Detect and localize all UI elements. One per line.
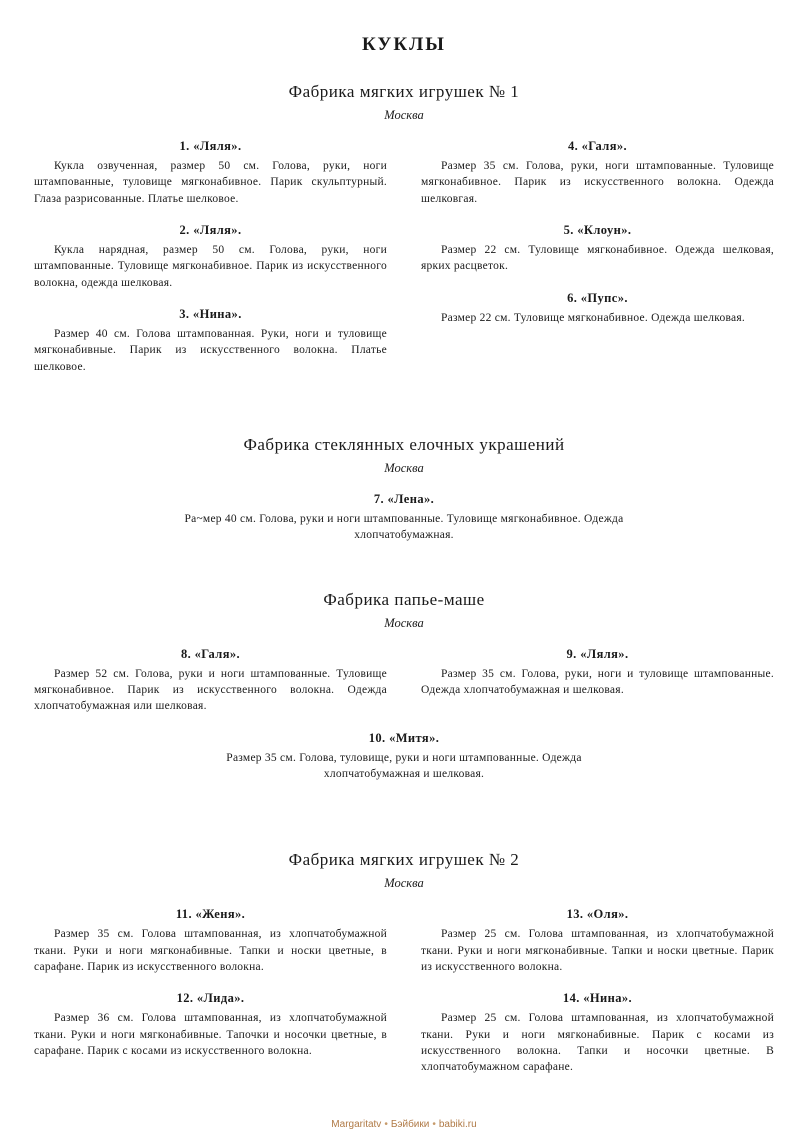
entry-body: Размер 22 см. Туловище мягконабивное. Одежда шелковая. (441, 311, 746, 324)
catalog-entry (212, 731, 597, 783)
catalog-entry (421, 991, 774, 1075)
column-left (34, 907, 387, 1091)
entry-title: 11. «Женя». (175, 907, 246, 922)
column-left (34, 139, 387, 391)
catalog-entry (421, 223, 774, 275)
catalog-entry (421, 139, 774, 207)
entry-title: 10. «Митя». (368, 730, 440, 745)
section-heading: Фабрика папье-маше (323, 589, 485, 609)
section-city: Москва (384, 108, 424, 122)
entry-body: Размер 22 см. Туловище мягконабивное. Одежда шелковая, ярких расцветок. (421, 243, 774, 273)
catalog-entry (34, 223, 387, 291)
section-heading: Фабрика мягких игрушек № 2 (288, 850, 520, 870)
entry-body: Кукла нарядная, размер 50 см. Голова, руки, ноги штампованные. Туловище мягконабивное. Парик из искусственного волокна, одежда шелковая. (34, 243, 387, 289)
section-center-block (212, 731, 597, 783)
catalog-entry (421, 907, 774, 975)
column-right (421, 647, 774, 731)
entry-title: 13. «Оля». (566, 907, 629, 922)
catalog-entry (34, 139, 387, 207)
catalog-entry (421, 291, 774, 326)
entry-body: Размер 35 см. Голова, руки, ноги и туловище штампованные. Одежда хлопчатобумажная и шелковая. (421, 667, 774, 696)
watermark-separator: • (384, 1118, 388, 1130)
section-columns (34, 139, 774, 391)
entry-body: Кукла озвученная, размер 50 см. Голова, руки, ноги штампованные, туловище мягконабивное. Парик скульптурный. Глаза разрисованные. Платье шелковое. (34, 160, 387, 205)
catalog-entry (421, 647, 774, 699)
entry-title: 6. «Пупс». (567, 290, 628, 305)
section-city: Москва (384, 615, 424, 630)
watermark-separator: • (432, 1118, 436, 1130)
catalog-entry (175, 492, 634, 544)
section-divider (34, 560, 774, 590)
section-center-block (175, 492, 634, 544)
page-title: КУКЛЫ (362, 34, 446, 55)
column-right (421, 907, 774, 1091)
catalog-entry (34, 647, 387, 715)
section-divider (34, 405, 774, 435)
entry-body: Размер 35 см. Голова, туловище, руки и ноги штампованные. Одежда хлопчатобумажная и шелковая. (226, 751, 582, 780)
watermark-domain: babiki.ru (438, 1118, 477, 1130)
section-heading: Фабрика стеклянных елочных украшений (243, 434, 565, 454)
entry-title: 7. «Лена». (373, 491, 435, 506)
entry-title: 4. «Галя». (567, 139, 628, 153)
entry-title: 1. «Ляля». (179, 139, 242, 153)
section-divider (34, 798, 774, 850)
section-factory-1 (34, 82, 774, 391)
entry-title: 14. «Нина». (562, 991, 633, 1006)
entry-title: 8. «Галя». (180, 646, 241, 661)
catalog-entry (34, 991, 387, 1059)
section-factory-2 (34, 850, 774, 1091)
watermark-footer (0, 1119, 808, 1130)
watermark-author: Margaritatv (331, 1118, 382, 1130)
entry-title: 12. «Лида». (176, 991, 245, 1006)
entry-title: 2. «Ляля». (179, 222, 242, 237)
entry-title: 9. «Ляля». (566, 646, 629, 661)
entry-body: Размер 40 см. Голова штампованная. Руки, ноги и туловище мягконабивные. Парик из искусственного волокна. Платье шелковое. (34, 327, 387, 373)
section-columns (34, 647, 774, 731)
section-city: Москва (384, 876, 424, 891)
entry-body: Размер 35 см. Голова, руки, ноги штампованные. Туловище мягконабивное. Парик из искусственного волокна. Одежда шелковгая. (421, 160, 774, 205)
entry-title: 3. «Нина». (179, 306, 242, 321)
entry-body: Ра~мер 40 см. Голова, руки и ноги штампованные. Туловище мягконабивное. Одежда хлопчатобумажная. (184, 512, 624, 542)
column-right (421, 139, 774, 391)
catalog-entry (34, 907, 387, 975)
entry-body: Размер 36 см. Голова штампованная, из хлопчатобумажной ткани. Руки и ноги мягконабивные. Тапочки и носочки цветные, в сарафане. Парик с косами из искусственного волокна. (34, 1012, 387, 1057)
entry-body: Размер 25 см. Голова штампованная, из хлопчатобумажной ткани. Руки и ноги мягконабивные. Парик с косами из искусственного волокна. Тапки и носочки цветные. В хлопчатобумажном сарафане. (421, 1012, 774, 1074)
entry-body: Размер 25 см. Голова штампованная, из хлопчатобумажной ткани. Руки и ноги мягконабивные. Тапки и носки цветные. Парик из искусственного волокна. (421, 928, 774, 973)
section-papier-mache (34, 590, 774, 783)
section-heading: Фабрика мягких игрушек № 1 (288, 82, 520, 101)
section-glass-ornaments (34, 435, 774, 544)
watermark-site: Бэйбики (390, 1118, 430, 1130)
entry-body: Размер 35 см. Голова штампованная, из хлопчатобумажной ткани. Руки и ноги мягконабивные. Тапки и носки цветные, в сарафане. Парик из искусственного волокна. (34, 928, 387, 973)
section-city: Москва (384, 460, 424, 475)
catalog-entry (34, 307, 387, 375)
column-left (34, 647, 387, 731)
entry-title: 5. «Клоун». (563, 222, 632, 237)
section-columns (34, 907, 774, 1091)
entry-body: Размер 52 см. Голова, руки и ноги штампованные. Туловище мягконабивное. Парик из искусственного волокна. Одежда хлопчатобумажная или шелковая. (34, 667, 387, 713)
